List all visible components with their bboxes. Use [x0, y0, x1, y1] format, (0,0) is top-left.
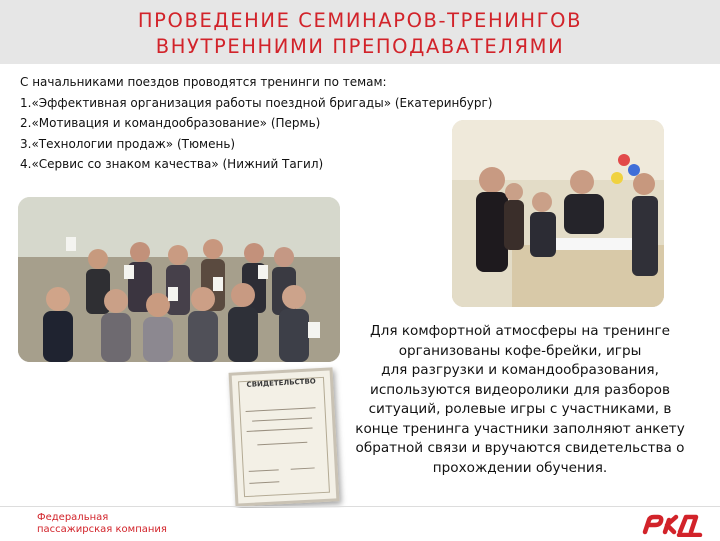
topic-item: 4.«Сервис со знаком качества» (Нижний Тагил)	[20, 157, 324, 171]
footer-divider	[0, 506, 720, 507]
description-line: конце тренинга участники заполняют анкету	[355, 420, 685, 437]
group-photo-illustration	[18, 197, 340, 362]
workshop-photo-illustration	[452, 120, 664, 307]
company-name-line-1: Федеральная	[37, 512, 109, 523]
company-name	[37, 512, 167, 536]
group-photo	[18, 197, 340, 362]
certificate-title: СВИДЕТЕЛЬСТВО	[246, 377, 316, 389]
rzd-logo-icon	[640, 511, 704, 537]
page-title-line-1: ПРОВЕДЕНИЕ СЕМИНАРОВ-ТРЕНИНГОВ	[137, 9, 583, 32]
topic-item: 3.«Технологии продаж» (Тюмень)	[20, 136, 236, 151]
description-line: организованы кофе-брейки, игры	[398, 342, 642, 359]
description-line: прохождении обучения.	[432, 459, 608, 476]
description-line: ситуаций, ролевые игры с участниками, в	[368, 401, 672, 417]
description-text	[350, 322, 690, 478]
topic-item: 2.«Мотивация и командообразование» (Пермь)	[20, 116, 321, 130]
description-line: для разгрузки и командообразования,	[381, 362, 659, 378]
company-name-line-2: пассажирская компания	[37, 524, 167, 535]
description-line: используются видеоролики для разборов	[369, 381, 670, 398]
description-line: Для комфортной атмосферы на тренинге	[370, 323, 670, 339]
topics-intro: С начальниками поездов проводятся тренинги по темам:	[20, 75, 387, 89]
page-title	[0, 8, 720, 60]
page-title-line-2: ВНУТРЕННИМИ ПРЕПОДАВАТЕЛЯМИ	[155, 35, 565, 58]
topic-item: 1.«Эффективная организация работы поездной бригады» (Екатеринбург)	[20, 95, 493, 110]
workshop-photo	[452, 120, 664, 307]
description-line: обратной связи и вручаются свидетельства о	[355, 440, 685, 456]
certificate-border	[238, 377, 330, 497]
certificate-image	[229, 367, 340, 506]
